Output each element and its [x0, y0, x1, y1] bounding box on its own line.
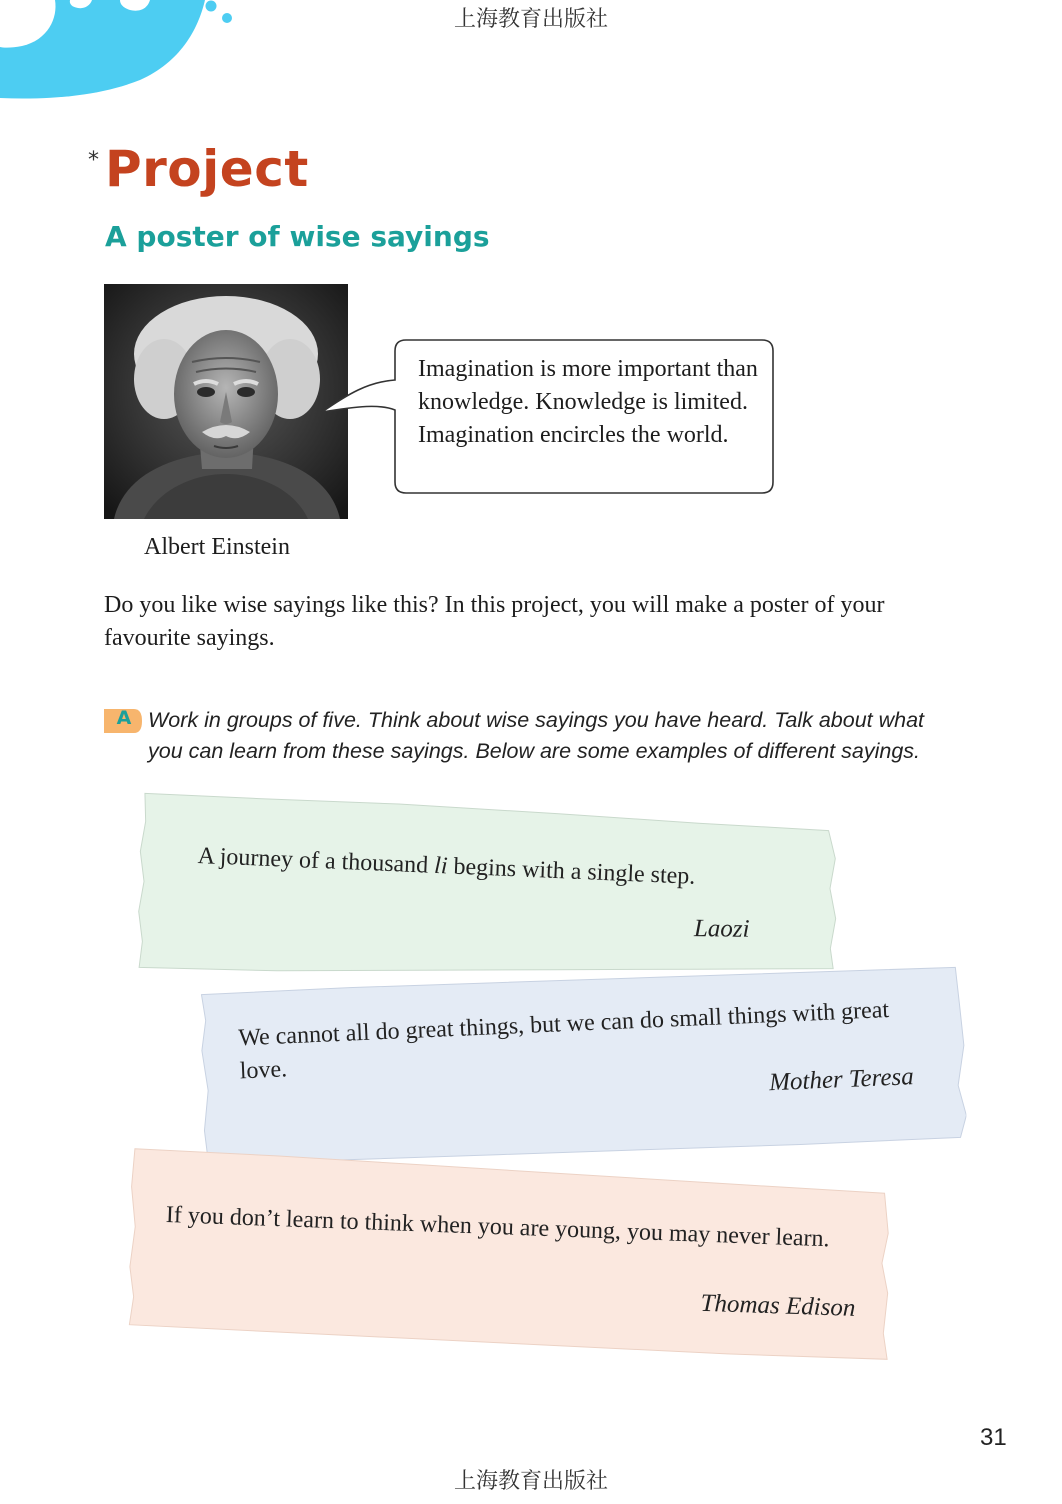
saying-text: If you don’t learn to think when you are young, you may never learn. — [165, 1202, 830, 1253]
page-title: Project — [105, 140, 309, 198]
intro-paragraph: Do you like wise sayings like this? In this project, you will make a poster of your favourite sayings. — [104, 592, 885, 651]
publisher-watermark-bottom: 上海教育出版社 — [453, 1469, 608, 1494]
saying-card-mother-teresa — [199, 965, 966, 1165]
portrait-caption: Albert Einstein — [144, 534, 290, 560]
publisher-watermark-top: 上海教育出版社 — [453, 7, 608, 32]
einstein-quote: Imagination is more important than knowledge. Knowledge is limited. Imagination encircles the world. — [418, 356, 758, 448]
page-subtitle: A poster of wise sayings — [105, 220, 490, 253]
saying-card-thomas-edison — [127, 1147, 891, 1364]
page-number: 31 — [980, 1424, 1007, 1451]
task-letter: A — [116, 707, 132, 729]
task-instruction: Work in groups of five. Think about wise sayings you have heard. Talk about what you can learn from these sayings. Below are some examples of different sayings. — [148, 708, 925, 763]
saying-card-laozi — [137, 791, 839, 978]
saying-author: Mother Teresa — [768, 1063, 915, 1097]
optional-marker: * — [88, 148, 99, 173]
einstein-portrait-photo — [104, 284, 348, 519]
saying-author: Thomas Edison — [700, 1289, 856, 1322]
saying-text: We cannot all do great things, but we can do small things with great love. — [237, 996, 890, 1085]
saying-text: A journey of a thousand li begins with a single step. — [197, 842, 696, 890]
saying-author: Laozi — [693, 915, 750, 943]
